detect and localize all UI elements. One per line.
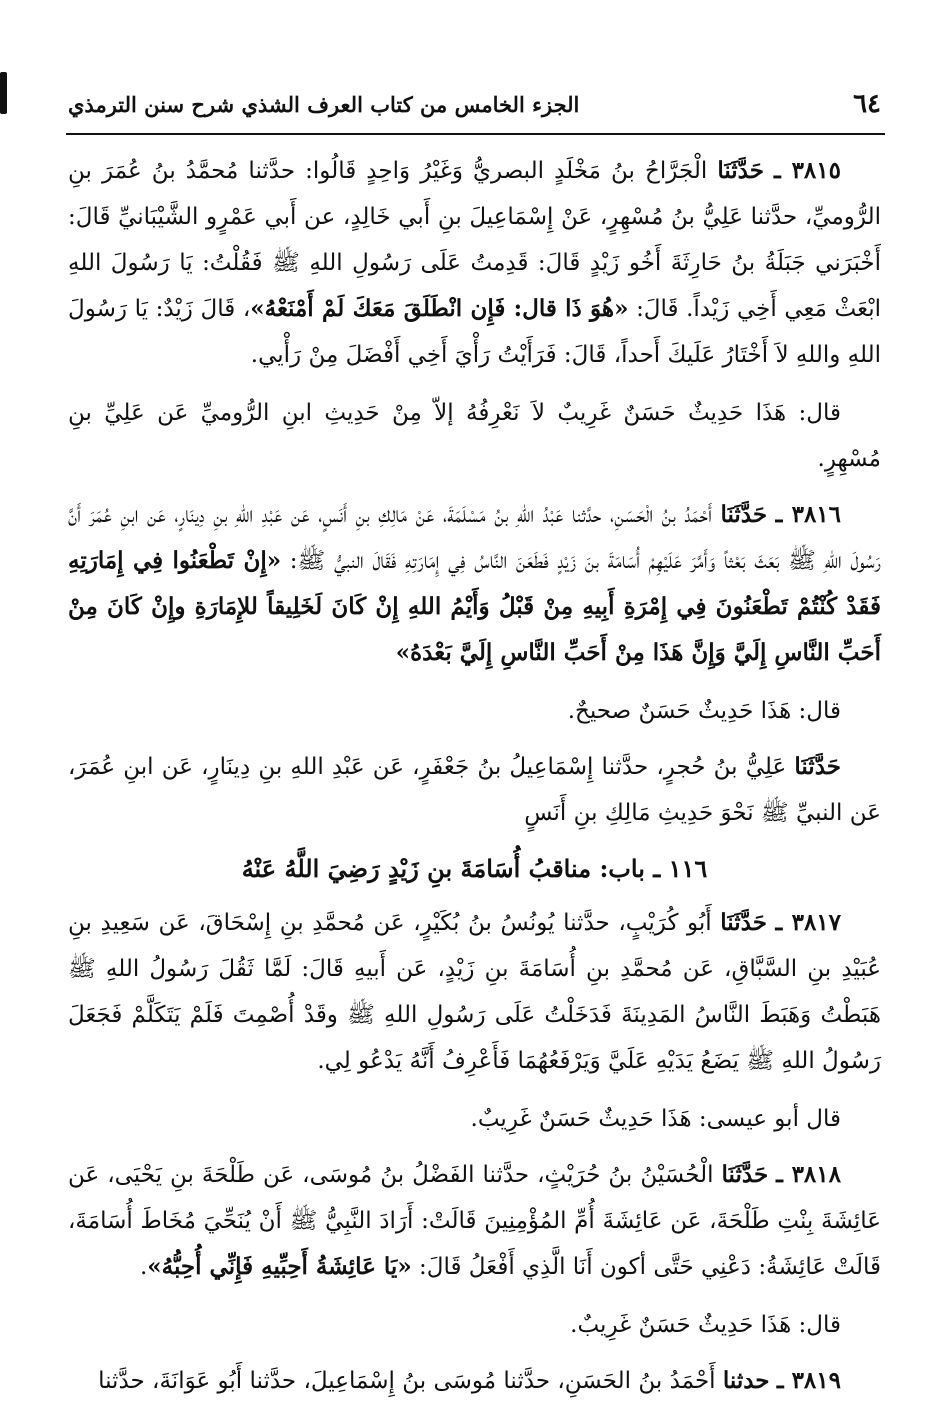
chapter-heading: ١١٦ ـ باب: مناقبُ أُسَامَةَ بنِ زَيْدٍ رَضِيَ اللَّهُ عَنْهُ [241, 854, 708, 883]
hadith-text-cont: ، قَالَ زَيْدٌ: يَا رَسُولَ اللهِ واللهِ لاَ أَخْتَارُ عَلَيكَ أَحداً، قَالَ: فَرَأَيْتُ رَأْيَ أَخِي أَفْضَلَ مِنْ رَأْيي. [68, 296, 881, 368]
header-rule [66, 133, 885, 135]
hadith-keyword: حَدَّثَنَا [717, 157, 764, 184]
hadith-3816 [68, 492, 881, 676]
hadith-3818 [68, 1152, 881, 1290]
hadith-text: أَحْمَدُ بنُ الْحَسَنِ، حدَّثنا عَبْدُ اللهِ بنُ مَسْلَمَةَ، عَنْ مَالِكِ بنِ أَنَسٍ، عَن عَبْدِ اللهِ بنِ دِينَارٍ، عَن ابنِ عُمَرَ أَنَّ رَسُولَ اللهِ ﷺ بَعَثَ بَعْثاً وَأَمَّرَ عَلَيْهِمْ أُسَامَةَ بنَ زَيْدٍ فَطَعَنَ النَّاسُ فِي إِمَارَتِهِ فَقَالَ النبيُّ ﷺ: [68, 502, 881, 574]
running-title: الجزء الخامس من كتاب العرف الشذي شرح سنن الترمذي [68, 91, 580, 117]
hadith-3815 [68, 148, 881, 378]
grading-note: قال: هَذَا حَدِيثٌ حَسَنٌ غَرِيبٌ. [570, 1312, 841, 1338]
prophetic-quote: «يَا عَائِشَةُ أَحِبِّيهِ فَإِنِّي أُحِبُّهُ» [147, 1253, 412, 1280]
hadith-number: ٣٨١٥ ـ [774, 157, 841, 184]
page-header [68, 84, 881, 124]
hadith-text: الْحُسَيْنُ بنُ حُرَيْثٍ، حدَّثنا الفَضْلُ بنُ مُوسَى، عَن طَلْحَةَ بنِ يَحْيَى، عَن عَائِشَةَ بِنْتِ طَلْحَةَ، عَن عَائِشَةَ أُمِّ المُؤْمِنِينَ قَالَتْ: أَرَادَ النَّبِيُّ ﷺ أَنْ يُنَحِّيَ مُخَاطَ أُسَامَةَ، قَالَتْ عَائِشَةُ: دَعْنِي حَتَّى أكون أَنَا الَّذِي أَفْعَلُ قَالَ: [68, 1162, 881, 1280]
hadith-text: أَحْمَدُ بنُ الحَسَنِ، حدَّثنا مُوسَى بنُ إِسْمَاعِيلَ، حدَّثنا أَبُو عَوَانَةَ، حدَّثنا [98, 1368, 716, 1394]
hadith-3819 [68, 1358, 881, 1404]
hadith-text: أَبُو كُرَيْبٍ، حدَّثنا يُونُسُ بنُ بُكَيْرٍ، عَن مُحمَّدِ بنِ إِسْحَاقَ، عَن سَعِيدِ بنِ عُبَيْدِ بنِ السَّبَّاقِ، عَن مُحمَّدِ بنِ أُسَامَةَ بنِ زَيْدٍ، عَن أَبيهِ قَالَ: لَمَّا ثَقُلَ رَسُولُ اللهِ ﷺ هَبَطْتُ وَهَبَطَ النَّاسُ المَدِينَةَ فَدَخَلْتُ عَلَى رَسُولِ اللهِ ﷺ وقَدْ أُصْمِتَ فَلَمْ يَتَكَلَّمْ فَجَعَلَ رَسُولُ اللهِ ﷺ يَضَعُ يَدَيْهِ عَلَيَّ وَيَرْفَعُهُمَا فَأَعْرِفُ أَنَّهُ يَدْعُو لِي. [68, 910, 881, 1074]
hadith-keyword: حَدَّثَنَا [721, 1161, 769, 1188]
hadith-text: عَلِيُّ بنُ حُجرٍ، حدَّثنا إِسْمَاعِيلُ بنُ جَعْفَرٍ، عَن عَبْدِ اللهِ بنِ دِينَارٍ، عَن ابنِ عُمَرَ، عَن النبيِّ ﷺ نَحْوَ حَدِيثِ مَالِكِ بنِ أَنَسٍ [68, 754, 881, 826]
page-number: ٦٤ [853, 89, 881, 119]
hadith-number: ٣٨١٦ ـ [775, 501, 842, 528]
hadith-keyword: حَدَّثَنَا [720, 501, 768, 528]
prophetic-quote: «إِنْ تَطْعَنُوا فِي إِمَارَتِهِ فَقَدْ كُنْتُمْ تَطْعَنُونَ فِي إِمْرَةِ أَبِيهِ مِنْ قَبْلُ وَأَيْمُ اللهِ إِنْ كَانَ لَخَلِيقاً للإِمَارَةِ وإِنْ كَانَ مِنْ أَحَبِّ النَّاسِ إِلَيَّ وَإِنَّ هَذَا مِنْ أَحَبِّ النَّاسِ إِلَيَّ بَعْدَهُ» [68, 547, 881, 666]
page-edge-mark [0, 72, 7, 114]
hadith-text-cont: . [139, 1254, 148, 1280]
prophetic-quote: «هُوَ ذَا قال: فَإِن انْطَلَقَ مَعَكَ لَمْ أَمْنَعْهُ» [250, 295, 629, 322]
grading-note: قال: هَذَا حَدِيثٌ حَسَنٌ صحيحٌ. [567, 698, 841, 724]
hadith-keyword: حَدَّثَنَا [720, 909, 767, 936]
hadith-number: ٣٨١٨ ـ [776, 1161, 841, 1188]
hadith-chain-ali [68, 744, 881, 836]
grading-note: قال: هَذَا حَدِيثٌ حَسَنٌ غَرِيبٌ لاَ نَعْرِفُهُ إلاّ مِنْ حَدِيثِ ابنِ الرُّوميِّ عَن عَلِيِّ بنِ مُسْهِرٍ. [68, 400, 881, 472]
hadith-3817 [68, 900, 881, 1084]
grading-note: قال أبو عيسى: هَذَا حَدِيثٌ حَسَنٌ غَرِيبٌ. [470, 1106, 841, 1132]
page-body [68, 148, 881, 1404]
hadith-number: ٣٨١٧ ـ [775, 909, 842, 936]
hadith-keyword: حَدَّثَنَا [794, 753, 841, 780]
hadith-keyword: حدثنا [722, 1367, 770, 1394]
hadith-text: الْجَرَّاحُ بنُ مَخْلَدٍ البصريُّ وَغَيْرُ وَاحِدٍ قَالُوا: حدَّثنا مُحمَّدُ بنُ عُمَرَ بنِ الرُّوميِّ، حدَّثنا عَلِيُّ بنُ مُسْهِرٍ، عَنْ إِسْمَاعِيلَ بنِ أَبي خَالِدٍ، عن أَبي عَمْرٍو الشَّيْبَانيِّ قَالَ: أَخْبَرَني جَبَلَةُ بنُ حَارِثَةَ أَخُو زَيْدٍ قَالَ: قَدِمتُ عَلَى رَسُولِ اللهِ ﷺ فَقُلْتُ: يَا رَسُولَ اللهِ ابْعَثْ مَعِي أَخِي زَيْداً. قَالَ: [68, 158, 882, 322]
hadith-number: ٣٨١٩ ـ [776, 1367, 841, 1394]
